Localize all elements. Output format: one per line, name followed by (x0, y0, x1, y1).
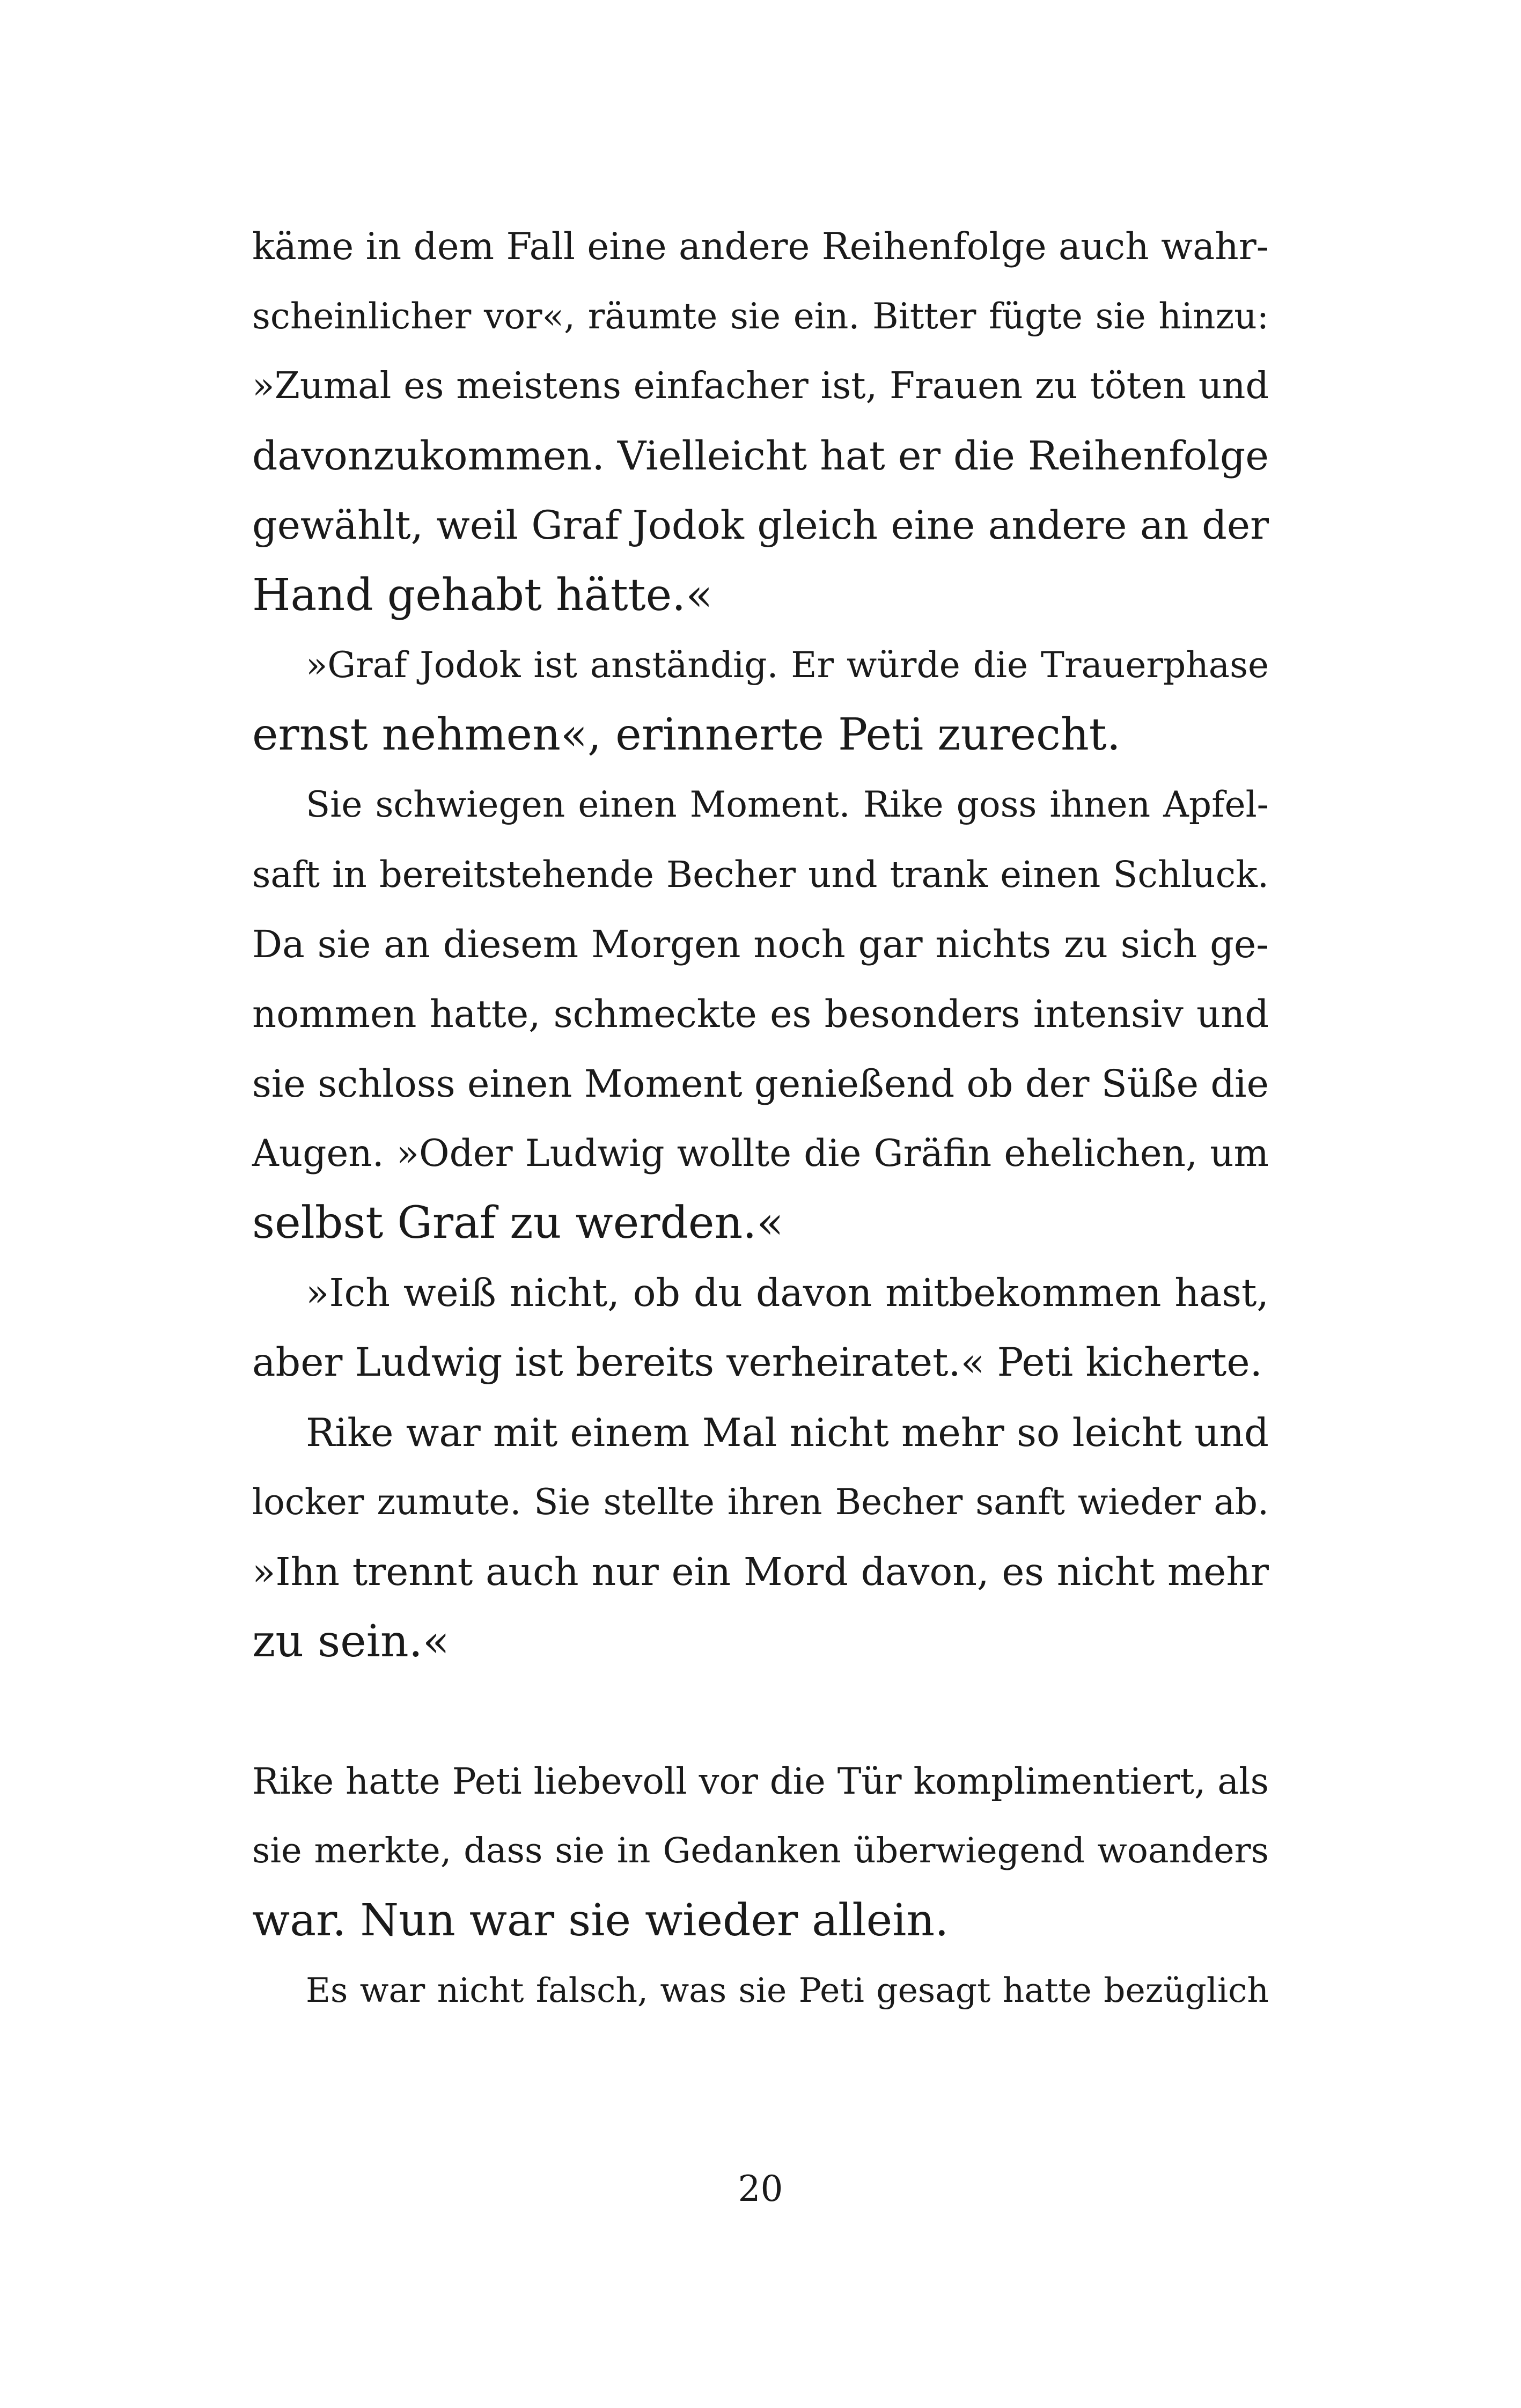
scene-break (252, 1677, 1269, 1746)
text-line: saft in bereitstehende Becher und trank einen Schluck. (252, 854, 1269, 895)
text-line: käme in dem Fall eine andere Reihenfolge auch wahr- (252, 225, 1269, 268)
text-line: ernst nehmen«, erinnerte Peti zurecht. (252, 709, 1121, 760)
text-line: Da sie an diesem Morgen noch gar nichts zu sich ge- (252, 922, 1269, 966)
page-body-text (252, 212, 1269, 2025)
text-line: locker zumute. Sie stellte ihren Becher sanft wieder ab. (252, 1481, 1269, 1523)
text-line: sie merkte, dass sie in Gedanken überwiegend woanders (252, 1831, 1269, 1871)
text-line: davonzukommen. Vielleicht hat er die Reihenfolge (252, 433, 1269, 479)
text-line-indented: »Ich weiß nicht, ob du davon mitbekommen hast, (306, 1271, 1269, 1315)
page-number: 20 (738, 2168, 783, 2209)
text-line: »Zumal es meistens einfacher ist, Frauen zu töten und (252, 365, 1269, 407)
text-line-indented: »Graf Jodok ist anständig. Er würde die Trauerphase (306, 644, 1269, 686)
text-line: aber Ludwig ist bereits verheiratet.« Peti kicherte. (252, 1340, 1262, 1385)
text-line-indented: Sie schwiegen einen Moment. Rike goss ihnen Apfel- (306, 784, 1269, 825)
text-line: zu sein.« (252, 1616, 450, 1667)
text-line: selbst Graf zu werden.« (252, 1198, 784, 1249)
text-line: gewählt, weil Graf Jodok gleich eine andere an der (252, 503, 1269, 548)
text-line: Rike hatte Peti liebevoll vor die Tür komplimentiert, als (252, 1760, 1269, 1802)
text-line-indented: Rike war mit einem Mal nicht mehr so leicht und (306, 1410, 1269, 1455)
text-line: war. Nun war sie wieder allein. (252, 1895, 949, 1946)
text-line: Hand gehabt hätte.« (252, 570, 713, 621)
text-line-indented: Es war nicht falsch, was sie Peti gesagt hatte bezüglich (306, 1971, 1269, 2010)
text-line: nommen hatte, schmeckte es besonders intensiv und (252, 992, 1269, 1036)
text-line: »Ihn trennt auch nur ein Mord davon, es nicht mehr (252, 1550, 1269, 1594)
text-line: sie schloss einen Moment genießend ob der Süße die (252, 1062, 1269, 1106)
text-line: scheinlicher vor«, räumte sie ein. Bitter fügte sie hinzu: (252, 296, 1269, 337)
text-line: Augen. »Oder Ludwig wollte die Gräfin ehelichen, um (252, 1132, 1269, 1175)
